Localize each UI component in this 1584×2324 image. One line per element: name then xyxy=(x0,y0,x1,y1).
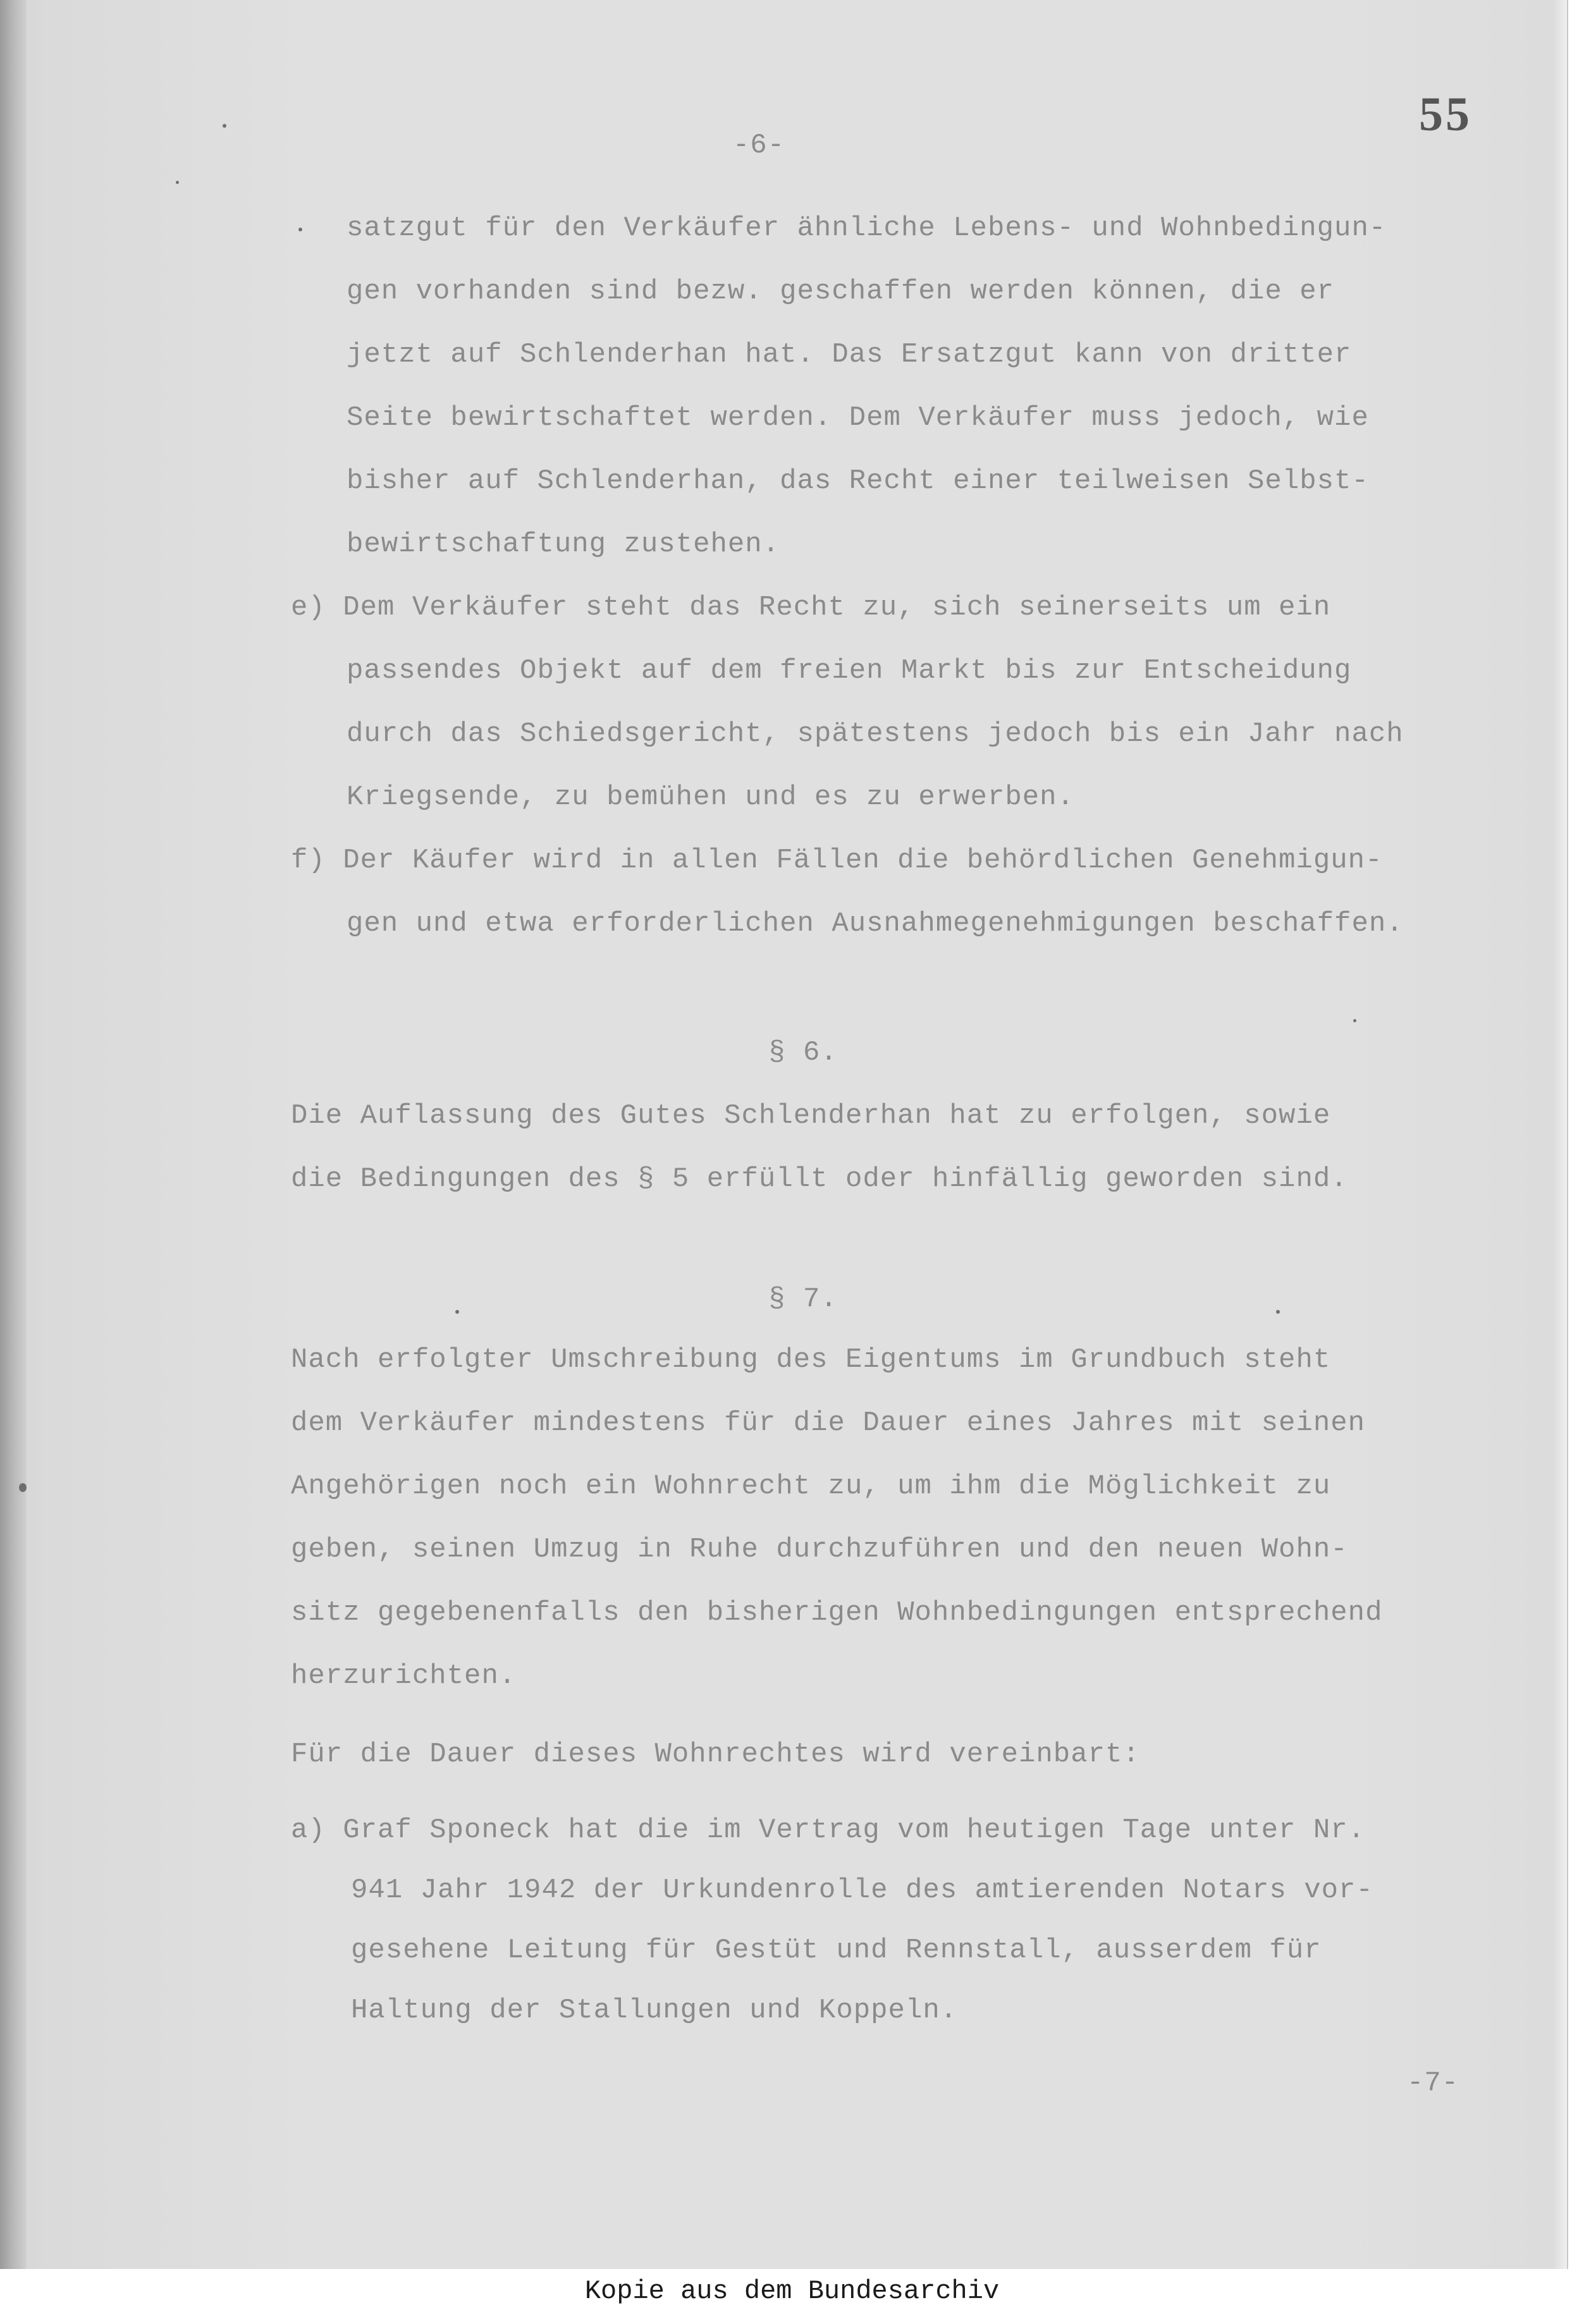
text-line: Haltung der Stallungen und Koppeln. xyxy=(351,1995,958,2026)
scan-speck xyxy=(455,1310,459,1314)
section-heading-6: § 6. xyxy=(768,1037,838,1068)
text-line: sitz gegebenenfalls den bisherigen Wohnbedingungen entsprechend xyxy=(291,1597,1383,1629)
scan-speck xyxy=(1276,1310,1280,1314)
scan-speck xyxy=(1353,1019,1356,1022)
text-line: 941 Jahr 1942 der Urkundenrolle des amtierenden Notars vor- xyxy=(351,1874,1373,1906)
text-line: Nach erfolgter Umschreibung des Eigentums im Grundbuch steht xyxy=(291,1344,1331,1376)
scan-speck xyxy=(19,1483,27,1492)
page-number-stamp: 55 xyxy=(1419,88,1472,141)
text-line: bewirtschaftung zustehen. xyxy=(347,529,780,560)
list-item-f: f) Der Käufer wird in allen Fällen die behördlichen Genehmigun- xyxy=(291,845,1383,876)
text-line: jetzt auf Schlenderhan hat. Das Ersatzgut kann von dritter xyxy=(347,339,1352,370)
scan-speck xyxy=(223,124,226,128)
list-item-e: e) Dem Verkäufer steht das Recht zu, sich seinerseits um ein xyxy=(291,592,1331,623)
text-line: Angehörigen noch ein Wohnrecht zu, um ihm die Möglichkeit zu xyxy=(291,1471,1331,1502)
text-line: gesehene Leitung für Gestüt und Rennstall, ausserdem für xyxy=(351,1935,1322,1966)
list-item-a: a) Graf Sponeck hat die im Vertrag vom heutigen Tage unter Nr. xyxy=(291,1814,1366,1846)
archive-footer: Kopie aus dem Bundesarchiv xyxy=(584,2276,1000,2306)
text-line: geben, seinen Umzug in Ruhe durchzuführen und den neuen Wohn- xyxy=(291,1534,1348,1565)
text-line: durch das Schiedsgericht, spätestens jedoch bis ein Jahr nach xyxy=(347,718,1404,750)
text-line: dem Verkäufer mindestens für die Dauer eines Jahres mit seinen xyxy=(291,1407,1366,1439)
text-line: Seite bewirtschaftet werden. Dem Verkäufer muss jedoch, wie xyxy=(347,402,1369,434)
text-line: satzgut für den Verkäufer ähnliche Lebens- und Wohnbedingun- xyxy=(347,212,1387,244)
text-line: Kriegsende, zu bemühen und es zu erwerben. xyxy=(347,781,1074,813)
text-line: passendes Objekt auf dem freien Markt bis zur Entscheidung xyxy=(347,655,1352,687)
text-line: herzurichten. xyxy=(291,1660,517,1692)
page-left-shadow xyxy=(0,0,27,2269)
section-heading-7: § 7. xyxy=(768,1283,838,1315)
text-line: die Bedingungen des § 5 erfüllt oder hinfällig geworden sind. xyxy=(291,1163,1348,1195)
scan-speck xyxy=(298,228,302,231)
header-marker: -6- xyxy=(732,130,785,161)
page-right-edge xyxy=(1553,0,1567,2269)
continuation-marker: -7- xyxy=(1407,2067,1459,2099)
text-line: gen und etwa erforderlichen Ausnahmegenehmigungen beschaffen. xyxy=(347,908,1404,939)
text-line: bisher auf Schlenderhan, das Recht einer teilweisen Selbst- xyxy=(347,465,1369,497)
scan-speck xyxy=(176,181,179,184)
text-line: Für die Dauer dieses Wohnrechtes wird vereinbart: xyxy=(291,1739,1140,1770)
text-line: Die Auflassung des Gutes Schlenderhan hat zu erfolgen, sowie xyxy=(291,1100,1331,1132)
text-line: gen vorhanden sind bezw. geschaffen werden können, die er xyxy=(347,276,1335,307)
